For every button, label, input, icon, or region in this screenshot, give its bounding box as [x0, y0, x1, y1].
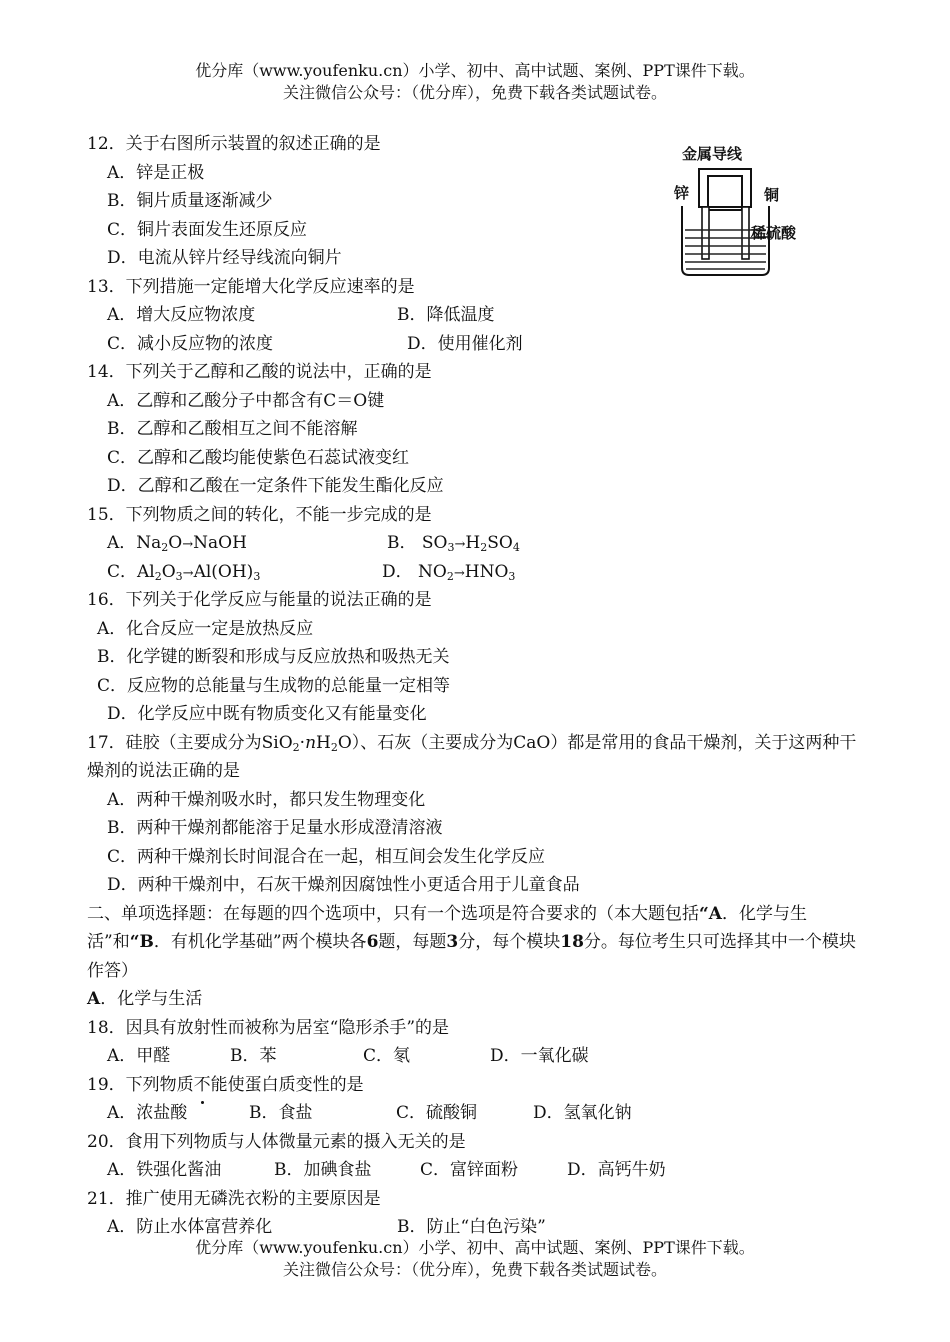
q21-option-a: A．防止水体富营养化 — [107, 1217, 273, 1237]
q14-option-c: C．乙醇和乙酸均能使紫色石蕊试液变红 — [107, 447, 410, 468]
wire-label: 金属导线 — [682, 145, 743, 163]
page-footer — [0, 1237, 950, 1281]
q12-option-b: B．铜片质量逐渐减少 — [107, 191, 273, 211]
q17-stem: 17．硅胶（主要成分为$SiO_2\cdot nH_2O$）、石灰（主要成分为CaO）都是常用的食品干燥剂，关于这两种干燥剂的说法正确的是 — [87, 732, 857, 781]
q17-option-a: A．两种干燥剂吸水时，都只发生物理变化 — [107, 789, 426, 810]
q12-option-c: C．铜片表面发生还原反应 — [107, 219, 308, 240]
q16-option-d: D．化学反应中既有物质变化又有能量变化 — [107, 704, 427, 724]
q18-options-row — [87, 1042, 867, 1071]
q16-option-a: A．化合反应一定是放热反应 — [97, 618, 314, 639]
module-a-title: A．化学与生活 — [87, 989, 203, 1009]
footer-line-2: 关注微信公众号：（优分库），免费下载各类试题试卷。 — [282, 1260, 667, 1279]
emphasis-not: 不 — [193, 1074, 211, 1095]
q15-options-row-2 — [87, 558, 867, 587]
q13-stem: 13．下列措施一定能增大化学反应速率的是 — [87, 276, 415, 297]
q13-option-c: C．减小反应物的浓度 — [107, 333, 274, 354]
q15-option-a: A．$Na_2O\to NaOH$ — [107, 533, 247, 554]
q12-option-d: D．电流从锌片经导线流向铜片 — [107, 248, 342, 268]
q19-stem: 19．下列物质不能使蛋白质变性的是 — [87, 1074, 364, 1095]
q15-option-b: B． $SO_3\to H_2SO_4$ — [387, 533, 520, 554]
q14-option-a: A．乙醇和乙酸分子中都含有C＝O键 — [107, 390, 385, 411]
q16-option-b: B．化学键的断裂和形成与反应放热和吸热无关 — [97, 647, 450, 667]
q16-option-c: C．反应物的总能量与生成物的总能量一定相等 — [97, 675, 451, 696]
q20-option-b: B．加碘食盐 — [274, 1160, 372, 1180]
q19-option-c: C．硫酸铜 — [396, 1103, 478, 1123]
q17-option-d: D．两种干燥剂中，石灰干燥剂因腐蚀性小更适合用于儿童食品 — [107, 875, 580, 895]
footer-line-1: 优分库（www.youfenku.cn）小学、初中、高中试题、案例、PPT课件下载。 — [195, 1238, 755, 1257]
q15-options-row-1 — [87, 529, 867, 558]
q14-stem: 14．下列关于乙醇和乙酸的说法中，正确的是 — [87, 362, 432, 382]
q21-stem: 21．推广使用无磷洗衣粉的主要原因是 — [87, 1188, 381, 1209]
q12-option-a: A．锌是正极 — [107, 162, 205, 183]
q13-option-a: A．增大反应物浓度 — [107, 305, 256, 325]
page-header — [0, 60, 950, 104]
q20-options-row — [87, 1156, 867, 1185]
q19-option-b: B．食盐 — [249, 1103, 313, 1123]
q12-stem: 12．关于右图所示装置的叙述正确的是 — [87, 134, 381, 154]
q13-option-d: D．使用催化剂 — [407, 333, 523, 354]
q18-option-d: D．一氧化碳 — [490, 1046, 589, 1066]
q14-option-b: B．乙醇和乙酸相互之间不能溶解 — [107, 419, 358, 439]
q17-option-c: C．两种干燥剂长时间混合在一起，相互间会发生化学反应 — [107, 846, 546, 867]
acid-label: 稀硫酸 — [751, 224, 797, 242]
q18-option-a: A．甲醛 — [107, 1046, 171, 1066]
q18-stem: 18．因具有放射性而被称为居室“隐形杀手”的是 — [87, 1017, 450, 1038]
zinc-label: 锌 — [674, 184, 690, 202]
q15-stem: 15．下列物质之间的转化，不能一步完成的是 — [87, 504, 432, 525]
q15-option-d: D． $NO_2\to HNO_3$ — [382, 561, 516, 583]
q20-stem: 20．食用下列物质与人体微量元素的摄入无关的是 — [87, 1131, 466, 1152]
q20-option-d: D．高钙牛奶 — [567, 1160, 666, 1180]
q19-option-a: A．浓盐酸 — [107, 1103, 188, 1123]
q20-option-c: C．富锌面粉 — [420, 1160, 519, 1180]
q14-option-d: D．乙醇和乙酸在一定条件下能发生酯化反应 — [107, 476, 444, 496]
copper-label: 铜 — [764, 186, 780, 204]
q13-options-row-2 — [87, 330, 867, 359]
header-line-2: 关注微信公众号：（优分库），免费下载各类试题试卷。 — [282, 83, 667, 102]
questions — [87, 130, 867, 1242]
q19-option-d: D．氢氧化钠 — [533, 1103, 632, 1123]
q13-option-b: B．降低温度 — [397, 305, 495, 325]
q18-option-b: B．苯 — [230, 1046, 277, 1066]
q16-stem: 16．下列关于化学反应与能量的说法正确的是 — [87, 590, 432, 610]
q21-option-b: B．防止“白色污染” — [397, 1217, 546, 1237]
q17-option-b: B．两种干燥剂都能溶于足量水形成澄清溶液 — [107, 818, 443, 838]
header-line-1: 优分库（www.youfenku.cn）小学、初中、高中试题、案例、PPT课件下载。 — [195, 61, 755, 80]
q19-options-row — [87, 1099, 867, 1128]
q20-option-a: A．铁强化酱油 — [107, 1160, 222, 1180]
q18-option-c: C．氡 — [363, 1046, 411, 1066]
q15-option-c: C．$Al_2O_3\to Al(OH)_3$ — [107, 561, 261, 583]
section-2-instructions: 二、单项选择题：在每题的四个选项中，只有一个选项是符合要求的（本大题包括“A．化学与生活”和“B．有机化学基础”两个模块各6题，每题3分，每个模块18分。每位考生只可选择其中一个模块作答） — [87, 903, 856, 981]
q13-options-row-1 — [87, 301, 867, 330]
